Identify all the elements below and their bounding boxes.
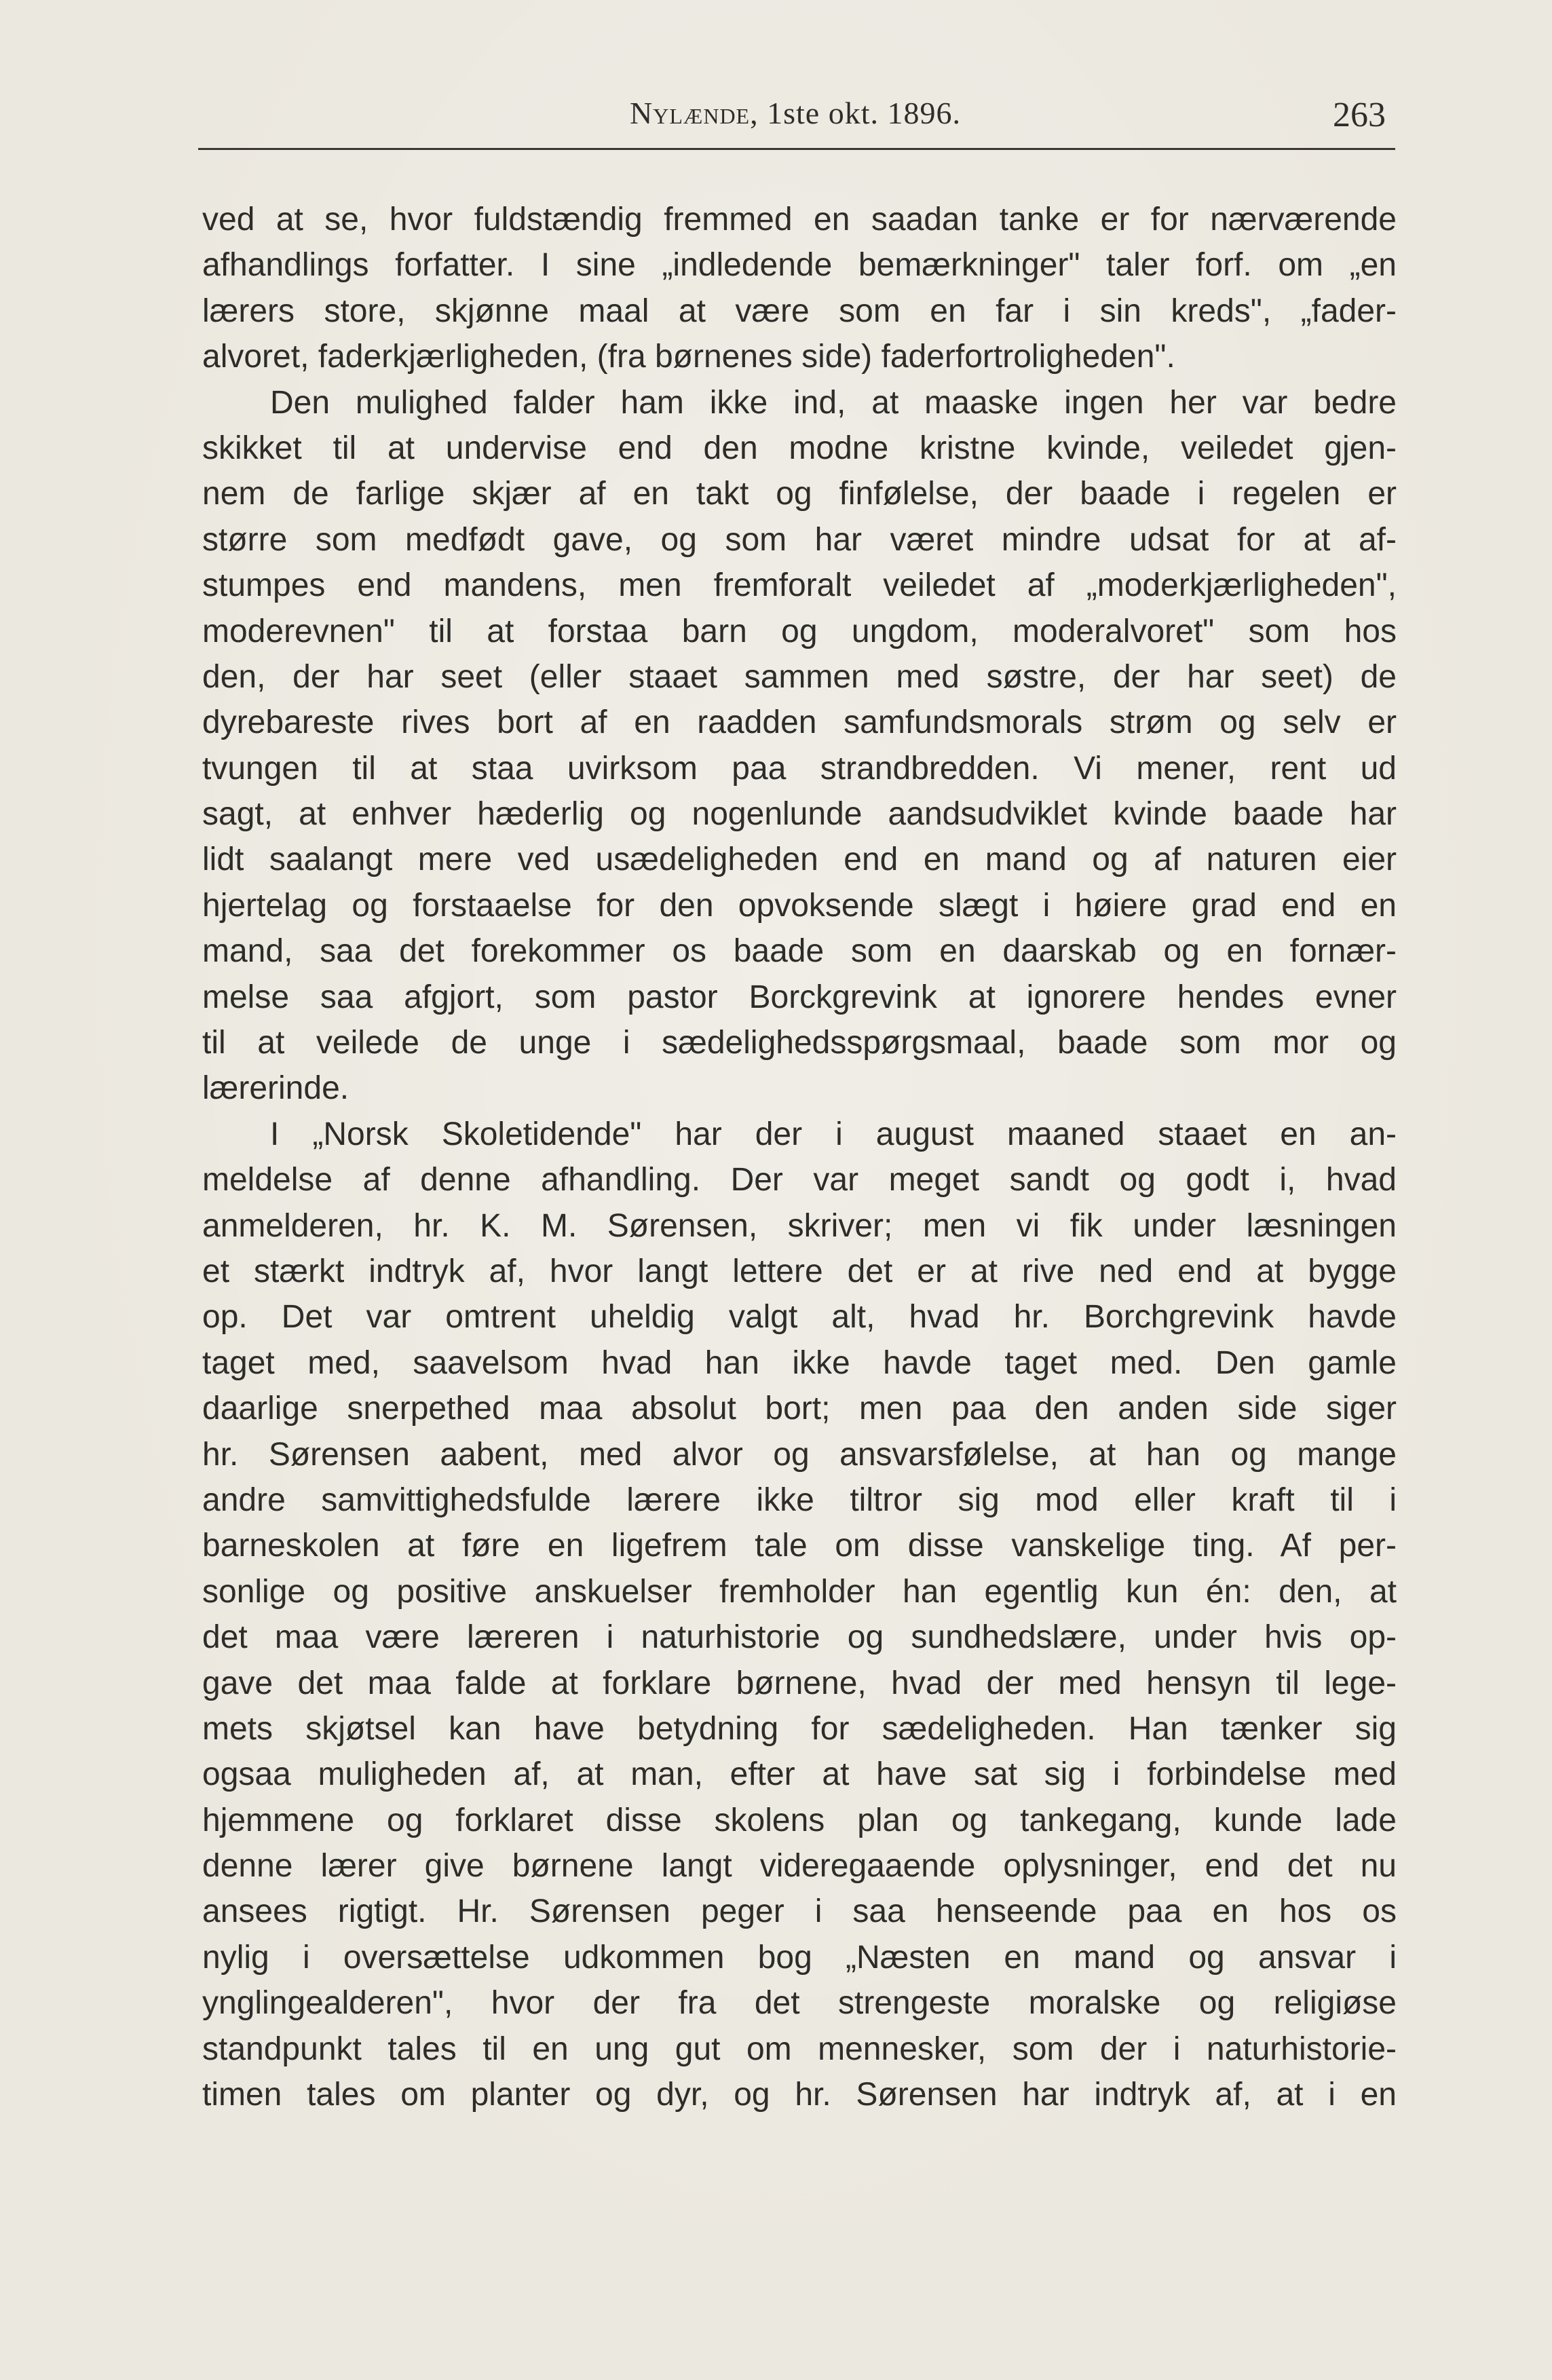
text-line: større som medfødt gave, og som har været mindre udsat for at af- bbox=[202, 521, 1397, 558]
text-line: sagt, at enhver hæderlig og nogenlunde aandsudviklet kvinde baade har bbox=[202, 796, 1397, 833]
text-line: lærers store, skjønne maal at være som en far i sin kreds", „fader- bbox=[202, 292, 1397, 329]
body-text bbox=[202, 197, 1397, 2117]
text-line: hjemmene og forklaret disse skolens plan og tankegang, kunde lade bbox=[202, 1802, 1397, 1838]
text-line: timen tales om planter og dyr, og hr. Sørensen har indtryk af, at i en bbox=[202, 2077, 1397, 2113]
text-line: andre samvittighedsfulde lærere ikke tiltror sig mod eller kraft til i bbox=[202, 1481, 1397, 1518]
text-line: nylig i oversættelse udkommen bog „Næsten en mand og ansvar i bbox=[202, 1939, 1397, 1976]
text-line: ynglingealderen", hvor der fra det strengeste moralske og religiøse bbox=[202, 1985, 1397, 2022]
text-line: til at veilede de unge i sædelighedsspørgsmaal, baade som mor og bbox=[202, 1025, 1397, 1061]
text-line: dyrebareste rives bort af en raadden samfundsmorals strøm og selv er bbox=[202, 704, 1397, 741]
text-line: I „Norsk Skoletidende" har der i august maaned staaet en an- bbox=[270, 1116, 1397, 1152]
text-line: hjertelag og forstaaelse for den opvoksende slægt i høiere grad end en bbox=[202, 887, 1397, 924]
text-line: barneskolen at føre en ligefrem tale om disse vanskelige ting. Af per- bbox=[202, 1528, 1397, 1564]
text-line: meldelse af denne afhandling. Der var meget sandt og godt i, hvad bbox=[202, 1162, 1397, 1198]
text-line: tvungen til at staa uvirksom paa strandbredden. Vi mener, rent ud bbox=[202, 750, 1397, 787]
text-line: stumpes end mandens, men fremforalt veiledet af „moderkjærligheden", bbox=[202, 567, 1397, 604]
text-line: sonlige og positive anskuelser fremholder han egentlig kun én: den, at bbox=[202, 1573, 1397, 1610]
text-line: denne lærer give børnene langt videregaaende oplysninger, end det nu bbox=[202, 1848, 1397, 1885]
text-line: mets skjøtsel kan have betydning for sædeligheden. Han tænker sig bbox=[202, 1710, 1397, 1747]
journal-name: Nylænde bbox=[630, 96, 751, 130]
text-line: melse saa afgjort, som pastor Borckgrevink at ignorere hendes evner bbox=[202, 979, 1397, 1015]
text-line: op. Det var omtrent uheldig valgt alt, hvad hr. Borchgrevink havde bbox=[202, 1299, 1397, 1336]
text-line: et stærkt indtryk af, hvor langt lettere det er at rive ned end at bygge bbox=[202, 1253, 1397, 1289]
text-line: den, der har seet (eller staaet sammen med søstre, der har seet) de bbox=[202, 658, 1397, 695]
text-line: alvoret, faderkjærligheden, (fra børnenes side) faderfortroligheden". bbox=[202, 339, 1175, 375]
running-header bbox=[198, 95, 1393, 149]
text-line: standpunkt tales til en ung gut om mennesker, som der i naturhistorie- bbox=[202, 2030, 1397, 2067]
text-line: ogsaa muligheden af, at man, efter at have sat sig i forbindelse med bbox=[202, 1756, 1397, 1793]
text-line: det maa være læreren i naturhistorie og sundhedslære, under hvis op- bbox=[202, 1619, 1397, 1656]
text-line: ansees rigtigt. Hr. Sørensen peger i saa henseende paa en hos os bbox=[202, 1893, 1397, 1930]
text-line: skikket til at undervise end den modne kristne kvinde, veiledet gjen- bbox=[202, 430, 1397, 466]
text-line: ved at se, hvor fuldstændig fremmed en saadan tanke er for nærværende bbox=[202, 202, 1397, 238]
text-line: hr. Sørensen aabent, med alvor og ansvarsfølelse, at han og mange bbox=[202, 1436, 1397, 1473]
text-line: nem de farlige skjær af en takt og finfølelse, der baade i regelen er bbox=[202, 476, 1397, 512]
text-line: Den mulighed falder ham ikke ind, at maaske ingen her var bedre bbox=[270, 384, 1397, 421]
text-line: lærerinde. bbox=[202, 1070, 349, 1107]
issue-date: , 1ste okt. 1896. bbox=[750, 96, 961, 130]
text-line: lidt saalangt mere ved usædeligheden end en mand og af naturen eier bbox=[202, 842, 1397, 878]
text-line: anmelderen, hr. K. M. Sørensen, skriver; men vi fik under læsningen bbox=[202, 1207, 1397, 1244]
text-line: daarlige snerpethed maa absolut bort; men paa den anden side siger bbox=[202, 1391, 1397, 1427]
running-header-title bbox=[198, 95, 1393, 131]
text-line: gave det maa falde at forklare børnene, hvad der med hensyn til lege- bbox=[202, 1665, 1397, 1701]
header-divider bbox=[198, 148, 1395, 150]
text-line: afhandlings forfatter. I sine „indledende bemærkninger" taler forf. om „en bbox=[202, 247, 1397, 284]
text-line: mand, saa det forekommer os baade som en daarskab og en fornær- bbox=[202, 933, 1397, 970]
page-number: 263 bbox=[1333, 96, 1386, 134]
text-line: moderevnen" til at forstaa barn og ungdom, moderalvoret" som hos bbox=[202, 613, 1397, 649]
text-line: taget med, saavelsom hvad han ikke havde taget med. Den gamle bbox=[202, 1344, 1397, 1381]
